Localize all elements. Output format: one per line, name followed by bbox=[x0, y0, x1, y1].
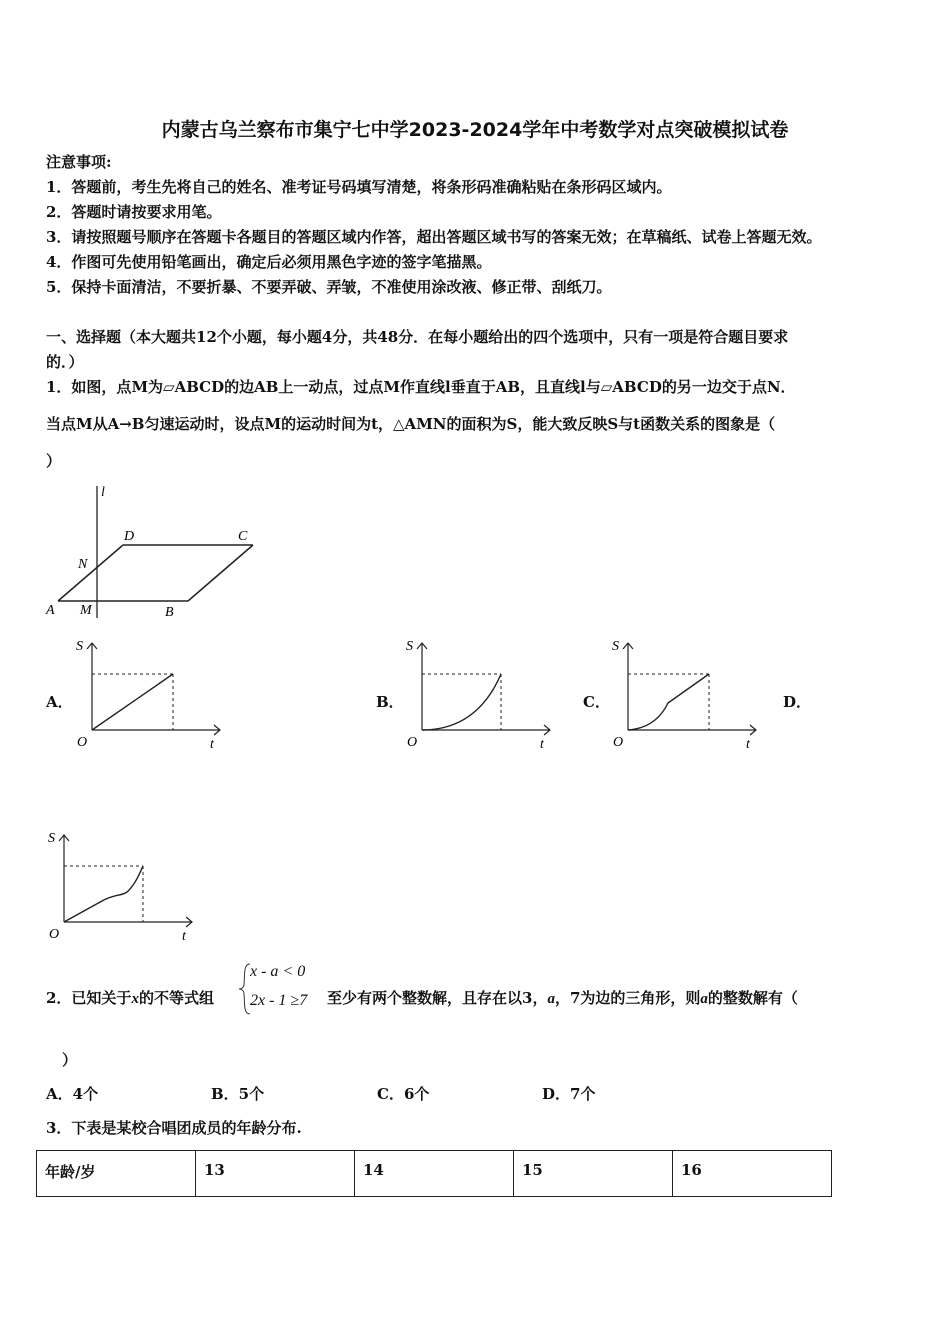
q1-text: 1．如图，点M为▱ABCD的边AB上一动点，过点M作直线l垂直于AB，且直线l与▱ABCD的另一边交于点N． bbox=[46, 378, 796, 396]
q2-option-d[interactable]: D．7个 bbox=[542, 1085, 596, 1103]
svg-text:S: S bbox=[48, 831, 55, 846]
q2-option-a[interactable]: A．4个 bbox=[46, 1085, 99, 1103]
parallelogram-figure bbox=[40, 478, 270, 628]
inequality-2: 2x - 1 ≥7 bbox=[250, 992, 308, 1009]
label-l: l bbox=[101, 485, 105, 500]
table-cell: 年龄/岁 bbox=[37, 1151, 196, 1197]
label-M: M bbox=[80, 603, 92, 618]
q2-close: ） bbox=[62, 1051, 78, 1069]
graph-option-b[interactable] bbox=[402, 635, 562, 755]
svg-text:S: S bbox=[76, 639, 83, 654]
notice-item: 4．作图可先使用铅笔画出，确定后必须用黑色字迹的签字笔描黑。 bbox=[46, 253, 492, 271]
notice-heading: 注意事项: bbox=[46, 153, 112, 171]
section-heading-cont: 的．） bbox=[46, 353, 84, 371]
q2-text: 2．已知关于x的不等式组 bbox=[46, 989, 214, 1007]
notice-item: 1．答题前，考生先将自己的姓名、准考证号码填写清楚，将条形码准确粘贴在条形码区域内。 bbox=[46, 178, 672, 196]
table-cell: 13 bbox=[196, 1151, 355, 1197]
graph-option-d[interactable] bbox=[44, 827, 204, 947]
option-d-label[interactable]: D． bbox=[783, 693, 812, 711]
inequality-1: x - a < 0 bbox=[250, 963, 306, 980]
table-row bbox=[37, 1151, 832, 1197]
svg-text:O: O bbox=[49, 927, 60, 942]
graph-option-a[interactable] bbox=[72, 635, 232, 755]
option-a-label[interactable]: A． bbox=[46, 693, 73, 711]
option-c-label[interactable]: C． bbox=[583, 693, 610, 711]
svg-text:t: t bbox=[746, 737, 750, 752]
label-C: C bbox=[238, 529, 248, 544]
q2-text-cont: 至少有两个整数解，且存在以3，a，7为边的三角形，则a的整数解有（ bbox=[327, 989, 798, 1007]
table-cell: 14 bbox=[355, 1151, 514, 1197]
page-title: 内蒙古乌兰察布市集宁七中学2023-2024学年中考数学对点突破模拟试卷 bbox=[161, 119, 789, 141]
label-D: D bbox=[124, 529, 135, 544]
q2-option-b[interactable]: B．5个 bbox=[211, 1085, 265, 1103]
svg-text:t: t bbox=[540, 737, 544, 752]
svg-text:S: S bbox=[612, 639, 619, 654]
q3-text: 3．下表是某校合唱团成员的年龄分布. bbox=[46, 1119, 302, 1137]
q2-option-c[interactable]: C．6个 bbox=[377, 1085, 430, 1103]
label-B: B bbox=[165, 605, 174, 620]
table-cell: 15 bbox=[514, 1151, 673, 1197]
notice-item: 3．请按照题号顺序在答题卡各题目的答题区域内作答，超出答题区域书写的答案无效；在草稿纸、试卷上答题无效。 bbox=[46, 228, 822, 246]
svg-text:t: t bbox=[182, 929, 186, 944]
svg-text:S: S bbox=[406, 639, 413, 654]
svg-text:O: O bbox=[407, 735, 418, 750]
label-A: A bbox=[46, 603, 55, 618]
q1-text: ） bbox=[46, 452, 62, 470]
table-cell: 16 bbox=[673, 1151, 832, 1197]
q1-text: 当点M从A→B匀速运动时，设点M的运动时间为t，△AMN的面积为S，能大致反映S与t函数关系的图象是（ bbox=[46, 415, 776, 433]
svg-text:O: O bbox=[613, 735, 624, 750]
svg-text:t: t bbox=[210, 737, 214, 752]
graph-option-c[interactable] bbox=[608, 635, 768, 755]
option-b-label[interactable]: B． bbox=[376, 693, 404, 711]
notice-item: 2．答题时请按要求用笔。 bbox=[46, 203, 222, 221]
section-heading: 一、选择题（本大题共12个小题，每小题4分，共48分．在每小题给出的四个选项中，只有一项是符合题目要求 bbox=[46, 328, 789, 346]
age-table bbox=[36, 1150, 832, 1197]
svg-text:O: O bbox=[77, 735, 88, 750]
label-N: N bbox=[78, 557, 88, 572]
notice-item: 5．保持卡面清洁，不要折暴、不要弄破、弄皱，不准使用涂改液、修正带、刮纸刀。 bbox=[46, 278, 612, 296]
